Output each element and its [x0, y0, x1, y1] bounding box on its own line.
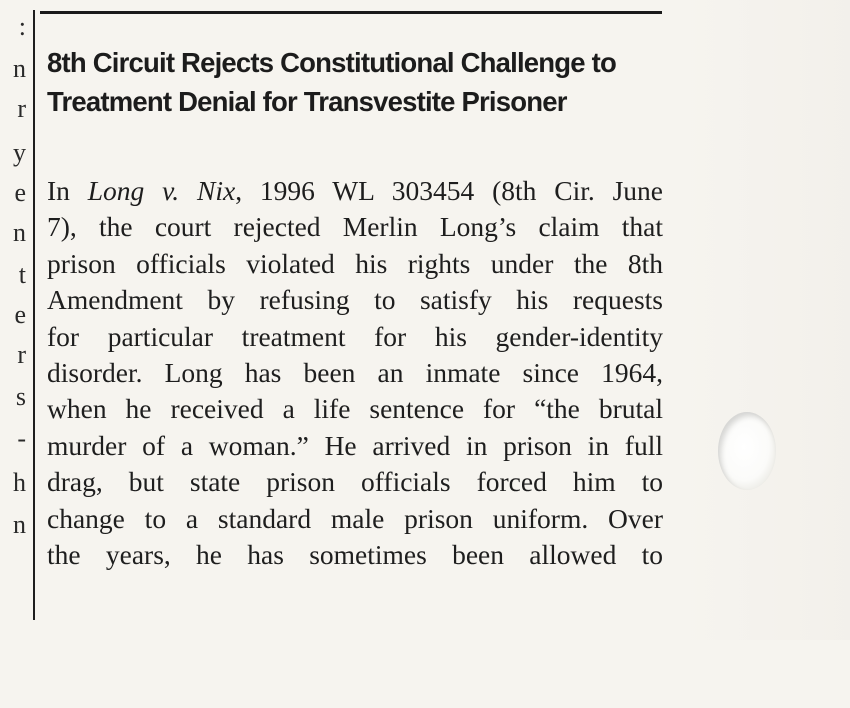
column-fragment: :: [18, 12, 26, 41]
body-line: the years, he has sometimes been allowed to: [47, 539, 663, 571]
body-line: prison officials violated his rights under the 8th: [47, 247, 663, 279]
column-fragment: n: [13, 510, 26, 539]
body-line: disorder. Long has been an inmate since 1964,: [47, 357, 663, 389]
column-fragment: r: [17, 94, 26, 123]
article-headline: [47, 43, 657, 121]
column-fragment: y: [13, 138, 26, 167]
body-text-segment: , 1996 WL 303454 (8th Cir. June: [235, 175, 663, 206]
body-line: for particular treatment for his gender-identity: [47, 320, 663, 352]
column-fragment: n: [13, 54, 26, 83]
body-line: change to a standard male prison uniform. Over: [47, 502, 663, 534]
headline-line: 8th Circuit Rejects Constitutional Challenge to: [47, 47, 616, 78]
column-fragment: r: [17, 340, 26, 369]
body-line: murder of a woman.” He arrived in prison in full: [47, 429, 663, 461]
body-line: Amendment by refusing to satisfy his requests: [47, 284, 663, 316]
body-line: when he received a life sentence for “the brutal: [47, 393, 663, 425]
article-body: [47, 173, 663, 573]
section-rule: [40, 11, 662, 14]
column-fragment: h: [13, 468, 26, 497]
column-fragment: -: [17, 424, 26, 453]
column-fragment: t: [18, 260, 26, 289]
body-text-segment: In: [47, 175, 88, 206]
body-line: 7), the court rejected Merlin Long’s claim that: [47, 211, 663, 243]
body-line: drag, but state prison officials forced him to: [47, 466, 663, 498]
headline-line: Treatment Denial for Transvestite Prisoner: [47, 86, 567, 117]
body-line: [47, 173, 663, 209]
column-fragment: s: [15, 382, 26, 411]
column-fragment: e: [14, 300, 26, 329]
previous-column-fragments: [0, 0, 30, 620]
bleed-through-shading: [680, 0, 850, 640]
column-divider: [33, 10, 35, 620]
column-fragment: n: [13, 218, 26, 247]
case-name: Long v. Nix: [87, 175, 236, 206]
binder-punch-hole: [718, 412, 776, 490]
column-fragment: e: [14, 178, 26, 207]
